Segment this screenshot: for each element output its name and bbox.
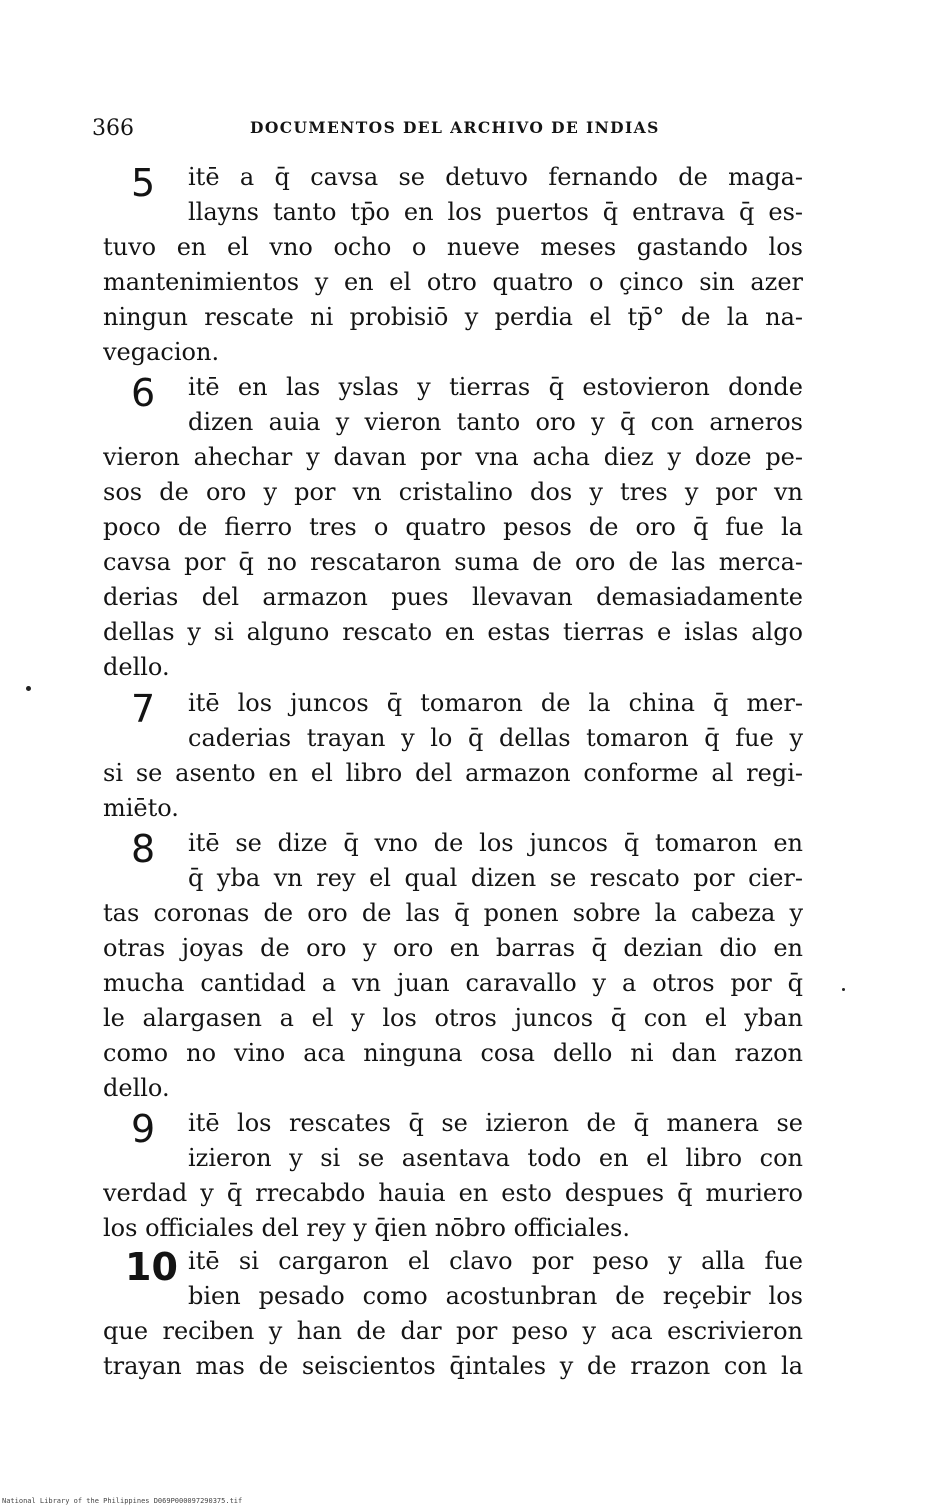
article-item-8 bbox=[103, 826, 803, 1106]
text-line: itē en las yslas y tierras q̄ estovieron donde bbox=[188, 373, 803, 401]
article-number: 9 bbox=[131, 1107, 156, 1151]
article-item-6 bbox=[103, 370, 803, 685]
text-line: itē los rescates q̄ se izieron de q̄ manera se bbox=[188, 1109, 803, 1137]
text-line: izieron y si se asentava todo en el libro con bbox=[188, 1144, 803, 1172]
text-line: vieron ahechar y davan por vna acha diez y doze pe- bbox=[103, 443, 803, 471]
text-line: dizen auia y vieron tanto oro y q̄ con arneros bbox=[188, 408, 803, 436]
article-item-7 bbox=[103, 686, 803, 826]
scan-speck bbox=[26, 686, 31, 691]
text-line: verdad y q̄ rrecabdo hauia en esto despues q̄ muriero bbox=[103, 1179, 803, 1207]
text-line: derias del armazon pues llevavan demasiadamente bbox=[103, 583, 803, 611]
article-number: 7 bbox=[131, 687, 156, 731]
text-line: tuvo en el vno ocho o nueve meses gastando los bbox=[103, 233, 803, 261]
text-line: mucha cantidad a vn juan caravallo y a otros por q̄ bbox=[103, 969, 803, 997]
text-line: le alargasen a el y los otros juncos q̄ con el yban bbox=[103, 1004, 803, 1032]
text-line: otras joyas de oro y oro en barras q̄ dezian dio en bbox=[103, 934, 803, 962]
article-number: 6 bbox=[131, 371, 156, 415]
scan-credit: National Library of the Philippines D069P000097290375.tif bbox=[2, 1497, 243, 1505]
text-line: los officiales del rey y q̄ien nōbro officiales. bbox=[103, 1214, 630, 1242]
page-number: 366 bbox=[92, 116, 134, 141]
scan-speck bbox=[842, 988, 845, 991]
text-line: como no vino aca ninguna cosa dello ni dan razon bbox=[103, 1039, 803, 1067]
text-line: que reciben y han de dar por peso y aca escrivieron bbox=[103, 1317, 803, 1345]
text-line: tas coronas de oro de las q̄ ponen sobre la cabeza y bbox=[103, 899, 803, 927]
text-line: caderias trayan y lo q̄ dellas tomaron q̄ fue y bbox=[188, 724, 803, 752]
text-line: q̄ yba vn rey el qual dizen se rescato por cier- bbox=[188, 864, 803, 892]
text-line: itē los juncos q̄ tomaron de la china q̄ mer- bbox=[188, 689, 803, 717]
article-number: 8 bbox=[131, 827, 156, 871]
text-line: si se asento en el libro del armazon conforme al regi- bbox=[103, 759, 803, 787]
text-line: ningun rescate ni probisiō y perdia el tp̄° de la na- bbox=[103, 303, 803, 331]
text-line: itē a q̄ cavsa se detuvo fernando de maga- bbox=[188, 163, 803, 191]
text-line: mantenimientos y en el otro quatro o çinco sin azer bbox=[103, 268, 803, 296]
article-item-10 bbox=[103, 1244, 803, 1384]
text-line: poco de fierro tres o quatro pesos de oro q̄ fue la bbox=[103, 513, 803, 541]
text-line: trayan mas de seiscientos q̄intales y de rrazon con la bbox=[103, 1352, 803, 1380]
text-line: vegacion. bbox=[103, 338, 220, 366]
text-line: cavsa por q̄ no rescataron suma de oro de las merca- bbox=[103, 548, 803, 576]
text-line: llayns tanto tp̄o en los puertos q̄ entrava q̄ es- bbox=[188, 198, 803, 226]
text-line: bien pesado como acostunbran de reçebir los bbox=[188, 1282, 803, 1310]
text-line: itē se dize q̄ vno de los juncos q̄ tomaron en bbox=[188, 829, 803, 857]
article-number: 5 bbox=[131, 161, 156, 205]
article-item-9 bbox=[103, 1106, 803, 1246]
text-line: sos de oro y por vn cristalino dos y tres y por vn bbox=[103, 478, 803, 506]
text-line: miēto. bbox=[103, 794, 179, 822]
article-item-5 bbox=[103, 160, 803, 370]
text-line: itē si cargaron el clavo por peso y alla fue bbox=[188, 1247, 803, 1275]
text-line: dellas y si alguno rescato en estas tierras e islas algo bbox=[103, 618, 803, 646]
text-line: dello. bbox=[103, 653, 170, 681]
article-number: 10 bbox=[125, 1245, 178, 1289]
running-title: DOCUMENTOS DEL ARCHIVO DE INDIAS bbox=[250, 118, 660, 137]
text-line: dello. bbox=[103, 1074, 170, 1102]
